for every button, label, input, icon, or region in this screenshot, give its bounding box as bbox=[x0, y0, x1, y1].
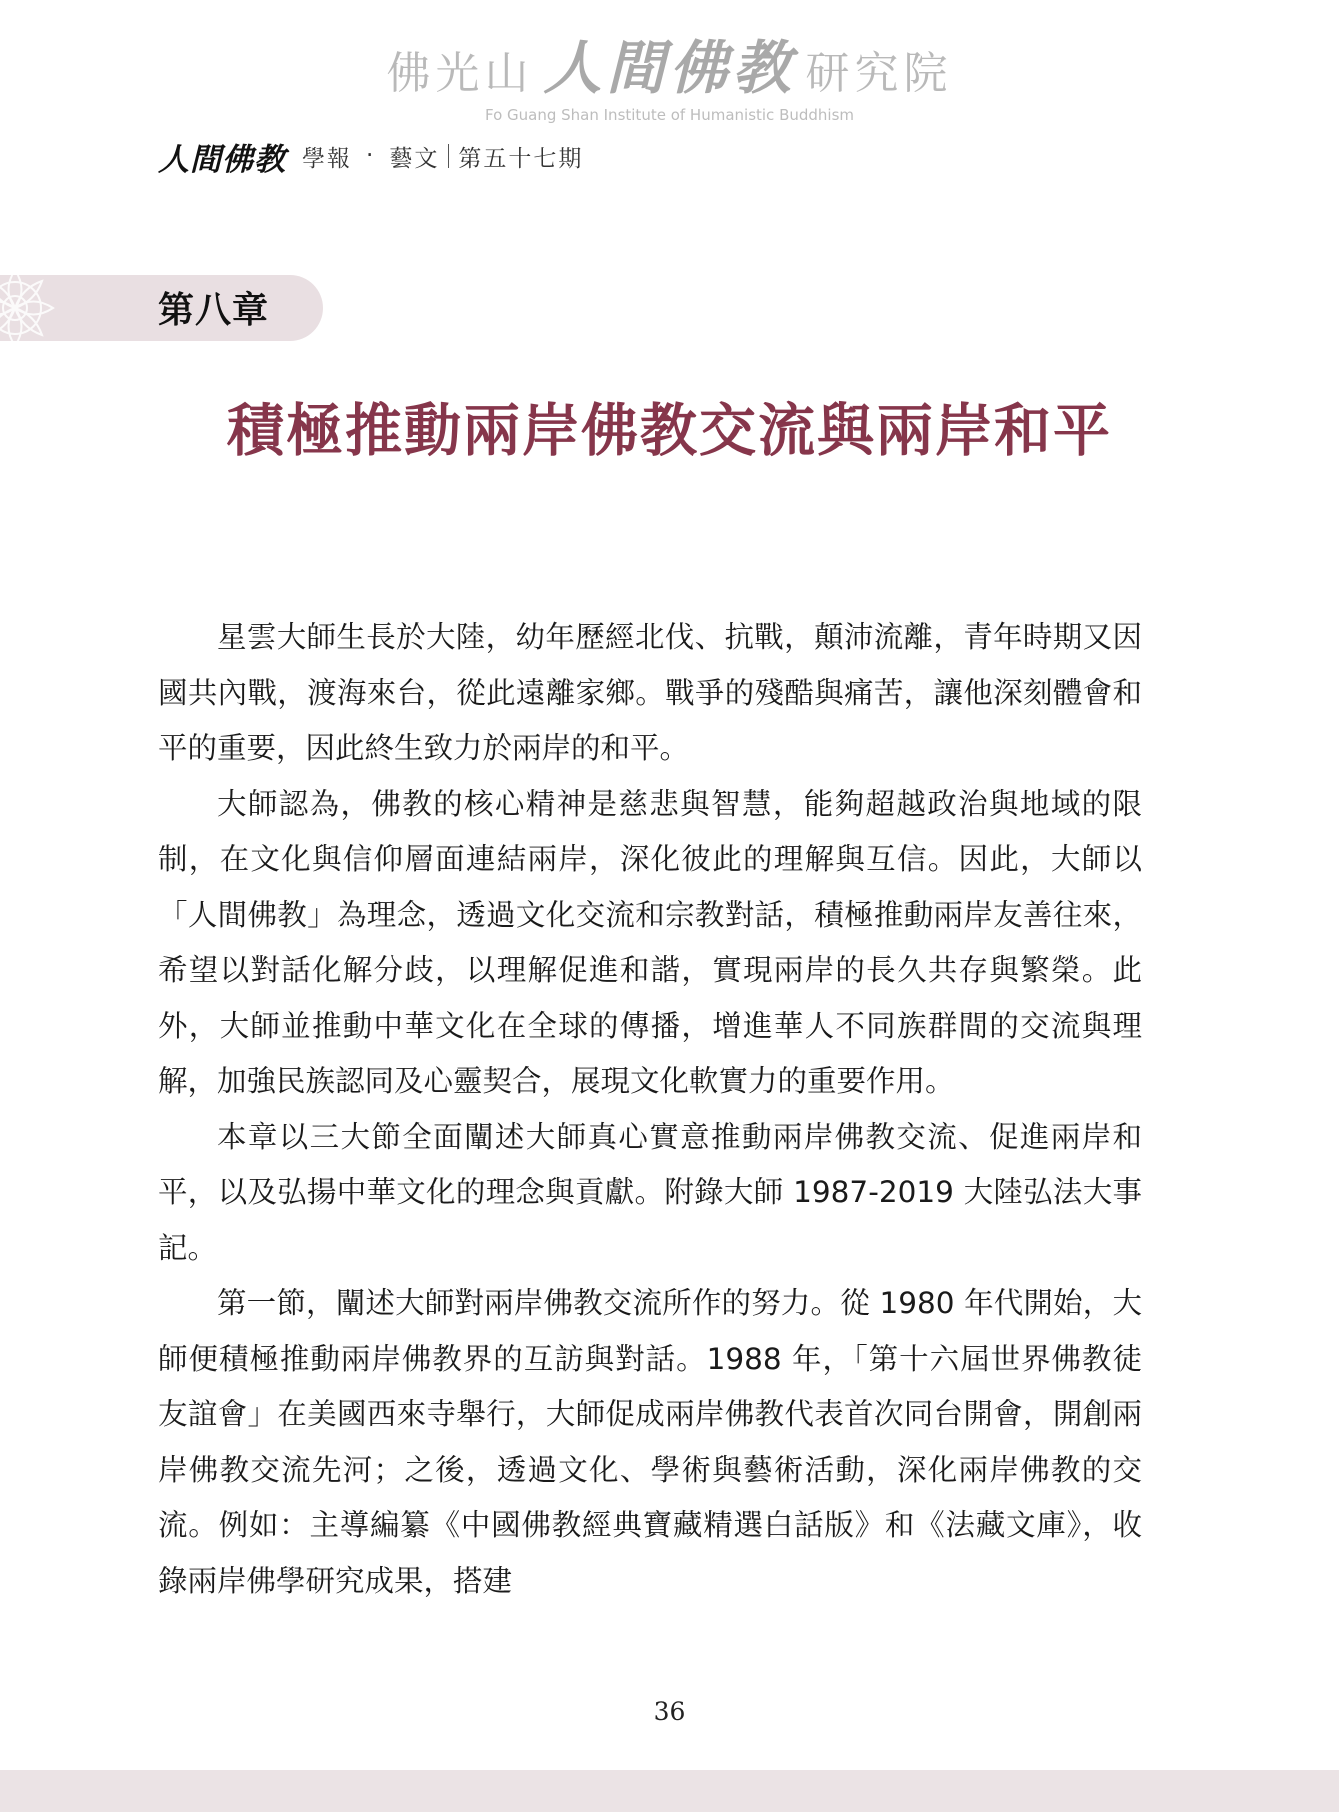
paragraph: 第一節，闡述大師對兩岸佛教交流所作的努力。從 1980 年代開始，大師便積極推動兩岸佛教界的互訪與對話。1988 年，「第十六屆世界佛教徒友誼會」在美國西來寺舉行，大師促成兩岸佛教代表首次同台開會，開創兩岸佛教交流先河；之後，透過文化、學術與藝術活動，深化兩岸佛教的交流。例如：主導編纂《中國佛教經典寶藏精選白話版》和《法藏文庫》，收錄兩岸佛學研究成果，搭建 bbox=[158, 1286, 1142, 1598]
institute-english-name: Fo Guang Shan Institute of Humanistic Buddhism bbox=[484, 106, 855, 124]
paragraph: 大師認為，佛教的核心精神是慈悲與智慧，能夠超越政治與地域的限制，在文化與信仰層面連結兩岸，深化彼此的理解與互信。因此，大師以「人間佛教」為理念，透過文化交流和宗教對話，積極推動兩岸友善往來，希望以對話化解分歧，以理解促進和諧，實現兩岸的長久共存與繁榮。此外，大師並推動中華文化在全球的傳播，增進華人不同族群間的交流與理解，加強民族認同及心靈契合，展現文化軟實力的重要作用。 bbox=[158, 786, 1142, 1098]
institute-name bbox=[0, 34, 1339, 102]
footer-band bbox=[0, 1770, 1339, 1812]
journal-divider bbox=[448, 144, 449, 168]
page-number: 36 bbox=[653, 1697, 686, 1726]
chapter-label: 第八章 bbox=[158, 289, 270, 331]
institute-name-left: 佛光山 bbox=[386, 48, 534, 99]
journal-issue: 第五十七期 bbox=[458, 145, 584, 172]
body-text bbox=[158, 610, 1142, 1609]
paragraph: 本章以三大節全面闡述大師真心實意推動兩岸佛教交流、促進兩岸和平，以及弘揚中華文化的理念與貢獻。附錄大師 1987-2019 大陸弘法大事記。 bbox=[158, 1119, 1142, 1265]
journal-brand-logo: 人間佛教 bbox=[158, 141, 286, 178]
journal-dot: ‧ bbox=[366, 143, 376, 169]
lotus-pattern-icon bbox=[0, 250, 80, 366]
institute-brand-logo: 人間佛教 bbox=[543, 34, 796, 102]
journal-header bbox=[158, 136, 583, 176]
institute-logo bbox=[0, 34, 1339, 124]
institute-name-right: 研究院 bbox=[805, 48, 953, 99]
chapter-title: 積極推動兩岸佛教交流與兩岸和平 bbox=[227, 397, 1112, 464]
paragraph: 星雲大師生長於大陸，幼年歷經北伐、抗戰，顛沛流離，青年時期又因國共內戰，渡海來台，從此遠離家鄉。戰爭的殘酷與痛苦，讓他深刻體會和平的重要，因此終生致力於兩岸的和平。 bbox=[158, 620, 1142, 765]
journal-name: 學報 bbox=[302, 145, 352, 172]
journal-section: 藝文 bbox=[389, 145, 440, 172]
